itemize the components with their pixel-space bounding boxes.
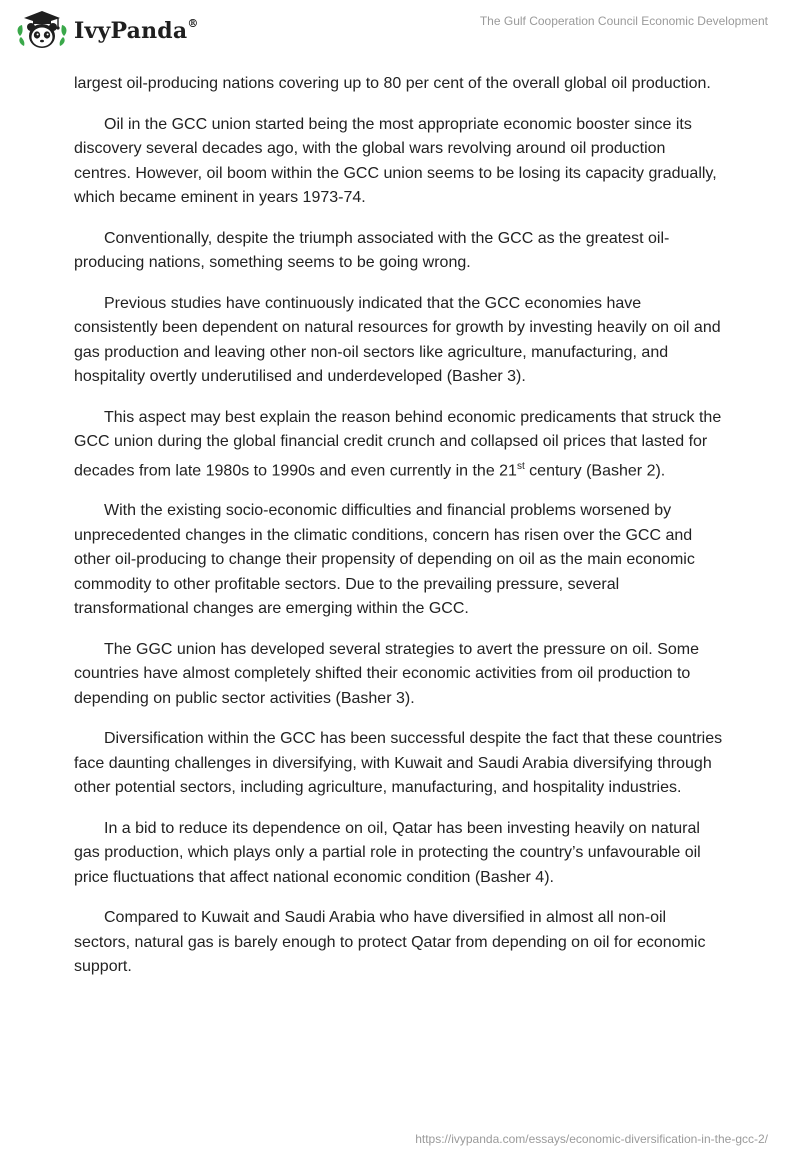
paragraph: In a bid to reduce its dependence on oil, Qatar has been investing heavily on natural gas production, which plays only a partial role in protecting the country’s unfavourable oil price fluctuations that affect national economic condition (Basher 4). xyxy=(74,819,701,886)
ordinal-suffix: st xyxy=(516,460,525,472)
paragraph: With the existing socio-economic difficulties and financial problems worsened by unprecedented changes in the climatic conditions, concern has risen over the GCC and other oil-producing to change their propensity of depending on oil as the main economic commodity to other profitable sectors. Due to the prevailing pressure, several transformational changes are emerging within the GCC. xyxy=(74,502,695,618)
paragraph: Previous studies have continuously indicated that the GCC economies have consistently been dependent on natural resources for growth by investing heavily on oil and gas production and leaving other non-oil sectors like agriculture, manufacturing, and hospitality overtly underutilised and underdeveloped (Basher 3). xyxy=(74,294,721,385)
page-header xyxy=(0,0,800,62)
paragraph: Oil in the GCC union started being the most appropriate economic booster since its discovery several decades ago, with the global wars revolving around oil production centres. However, oil boom within the GCC union seems to be losing its capacity gradually, which became eminent in years 1973-74. xyxy=(74,115,717,206)
paragraph: Conventionally, despite the triumph associated with the GCC as the greatest oil-producing nations, something seems to be going wrong. xyxy=(74,229,670,271)
ivypanda-logo[interactable] xyxy=(16,8,199,52)
paragraph: This aspect may best explain the reason behind economic predicaments that struck the GCC union during the global financial credit crunch and collapsed oil prices that lasted for decades from late 1980s to 1990s and even currently in the 21st century (Basher 2). xyxy=(74,408,722,479)
paragraph: Diversification within the GCC has been successful despite the fact that these countries face daunting challenges in diversifying, with Kuwait and Saudi Arabia diversifying through other potential sectors, including agriculture, manufacturing, and hospitality industries. xyxy=(74,730,723,797)
source-url[interactable]: https://ivypanda.com/essays/economic-diversification-in-the-gcc-2/ xyxy=(415,1132,768,1146)
paragraph: Compared to Kuwait and Saudi Arabia who have diversified in almost all non-oil sectors, natural gas is barely enough to protect Qatar from depending on oil for economic support. xyxy=(74,909,706,976)
panda-graduate-icon xyxy=(16,8,68,52)
essay-body xyxy=(74,72,726,996)
paragraph: The GGC union has developed several strategies to avert the pressure on oil. Some countries have almost completely shifted their economic activities from oil production to depending on public sector activities (Basher 3). xyxy=(74,640,699,707)
brand-name: IvyPanda® xyxy=(74,16,199,44)
running-title: The Gulf Cooperation Council Economic Development xyxy=(479,14,768,28)
paragraph: largest oil-producing nations covering up to 80 per cent of the overall global oil production. xyxy=(74,75,711,92)
